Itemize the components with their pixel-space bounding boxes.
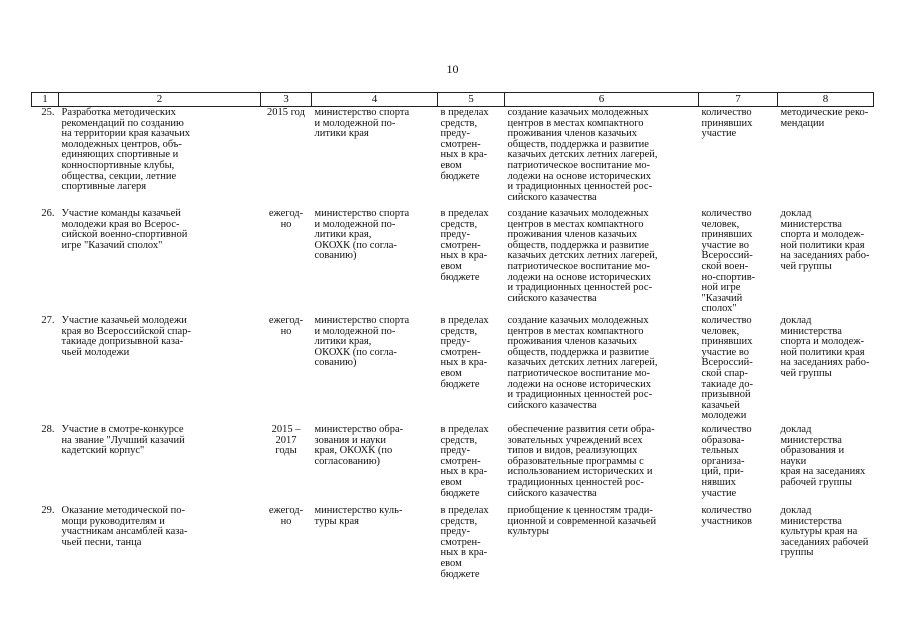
indicator-cell: количество принявших участие (701, 107, 753, 140)
result-cell: создание казачьих молодежных центров в местах компактного проживания членов казачьих обществ, поддержка и развитие казачьих детских летних лагерей, патриотическое воспитание мо- лодежи на основе исторических и традиционных ценностей рос- сийского казачества (507, 315, 658, 411)
executor-cell: министерство обра- зования и науки края, ОКОХК (по согласованию) (314, 424, 404, 467)
row-number: 26. (41, 208, 55, 219)
result-cell: создание казачьих молодежных центров в местах компактного проживания членов казачьих обществ, поддержка и развитие казачьих детских летних лагерей, патриотическое воспитание мо- лодежи на основе исторических и традиционных ценностей рос- сийского казачества (507, 208, 658, 304)
table-header-row (32, 93, 874, 107)
action-cell: Оказание методической по- мощи руководителям и участникам ансамблей каза- чьей песни, танца (61, 505, 188, 548)
table-row (32, 424, 874, 505)
executor-cell: министерство спорта и молодежной по- литики края (314, 107, 410, 140)
header-col-3: 3 (261, 93, 312, 107)
funding-cell: в пределах средств, преду- смотрен- ных в кра- евом бюджете (440, 107, 489, 182)
action-plan-table (31, 92, 874, 596)
action-cell: Разработка методических рекомендаций по созданию на территории края казачьих молодежных центров, объ- единяющих спортивные и конноспортивные клубы, общества, секции, летние спортивные лагеря (61, 107, 190, 193)
report-cell: методические реко- мендации (780, 107, 869, 129)
funding-cell: в пределах средств, преду- смотрен- ных в кра- евом бюджете (440, 505, 489, 580)
row-number: 27. (41, 315, 55, 326)
indicator-cell: количество человек, принявших участие во Всероссий- ской спар- такиаде до- призывной казачьей молодежи (701, 315, 753, 422)
report-cell: доклад министерства образования и науки края на заседаниях рабочей группы (780, 424, 866, 488)
table-row (32, 208, 874, 315)
funding-cell: в пределах средств, преду- смотрен- ных в кра- евом бюджете (440, 424, 489, 499)
indicator-cell: количество участников (701, 505, 752, 527)
action-cell: Участие команды казачьей молодежи края во Всерос- сийской военно-спортивной игре "Казачий сполох" (61, 208, 188, 251)
funding-cell: в пределах средств, преду- смотрен- ных в кра- евом бюджете (440, 208, 489, 283)
table-row (32, 505, 874, 596)
action-cell: Участие казачьей молодежи края во Всероссийской спар- такиаде допризывной каза- чьей молодежи (61, 315, 191, 358)
indicator-cell: количество образова- тельных организа- ций, при- нявших участие (701, 424, 752, 499)
result-cell: обеспечение развития сети обра- зовательных учреждений всех типов и видов, реализующих образовательные программы с использованием исторических и традиционных ценностей рос- сийского казачества (507, 424, 655, 499)
action-cell: Участие в смотре-конкурсе на звание "Лучший казачий кадетский корпус" (61, 424, 185, 457)
table-row (32, 107, 874, 209)
result-cell: создание казачьих молодежных центров в местах компактного проживания членов казачьих обществ, поддержка и развитие казачьих детских летних лагерей, патриотическое воспитание мо- лодежи на основе исторических и традиционных ценностей рос- сийского казачества (507, 107, 658, 203)
header-col-8: 8 (778, 93, 874, 107)
period-cell: ежегод- но (268, 505, 304, 527)
period-cell: ежегод- но (268, 208, 304, 230)
executor-cell: министерство спорта и молодежной по- литики края, ОКОХК (по согла- сованию) (314, 208, 410, 262)
header-col-2: 2 (59, 93, 261, 107)
header-col-7: 7 (699, 93, 778, 107)
executor-cell: министерство куль- туры края (314, 505, 403, 527)
executor-cell: министерство спорта и молодежной по- литики края, ОКОХК (по согла- сованию) (314, 315, 410, 369)
row-number: 29. (41, 505, 55, 516)
period-cell: 2015 год (267, 107, 305, 118)
page-number: 10 (446, 62, 459, 76)
indicator-cell: количество человек, принявших участие во Всероссий- ской воен- но-спортив- ной игре "Казачий сполох" (701, 208, 756, 315)
period-cell: 2015 – 2017 годы (271, 424, 301, 457)
table-row (32, 315, 874, 424)
row-number: 28. (41, 424, 55, 435)
funding-cell: в пределах средств, преду- смотрен- ных в кра- евом бюджете (440, 315, 489, 390)
row-number: 25. (41, 107, 55, 118)
report-cell: доклад министерства спорта и молодеж- ной политики края на заседаниях рабо- чей группы (780, 315, 870, 379)
header-col-1: 1 (32, 93, 59, 107)
result-cell: приобщение к ценностям тради- ционной и современной казачьей культуры (507, 505, 657, 538)
header-col-5: 5 (438, 93, 505, 107)
header-col-6: 6 (505, 93, 699, 107)
header-col-4: 4 (312, 93, 438, 107)
report-cell: доклад министерства спорта и молодеж- ной политики края на заседаниях рабо- чей группы (780, 208, 870, 272)
report-cell: доклад министерства культуры края на заседаниях рабочей группы (780, 505, 869, 559)
period-cell: ежегод- но (268, 315, 304, 337)
